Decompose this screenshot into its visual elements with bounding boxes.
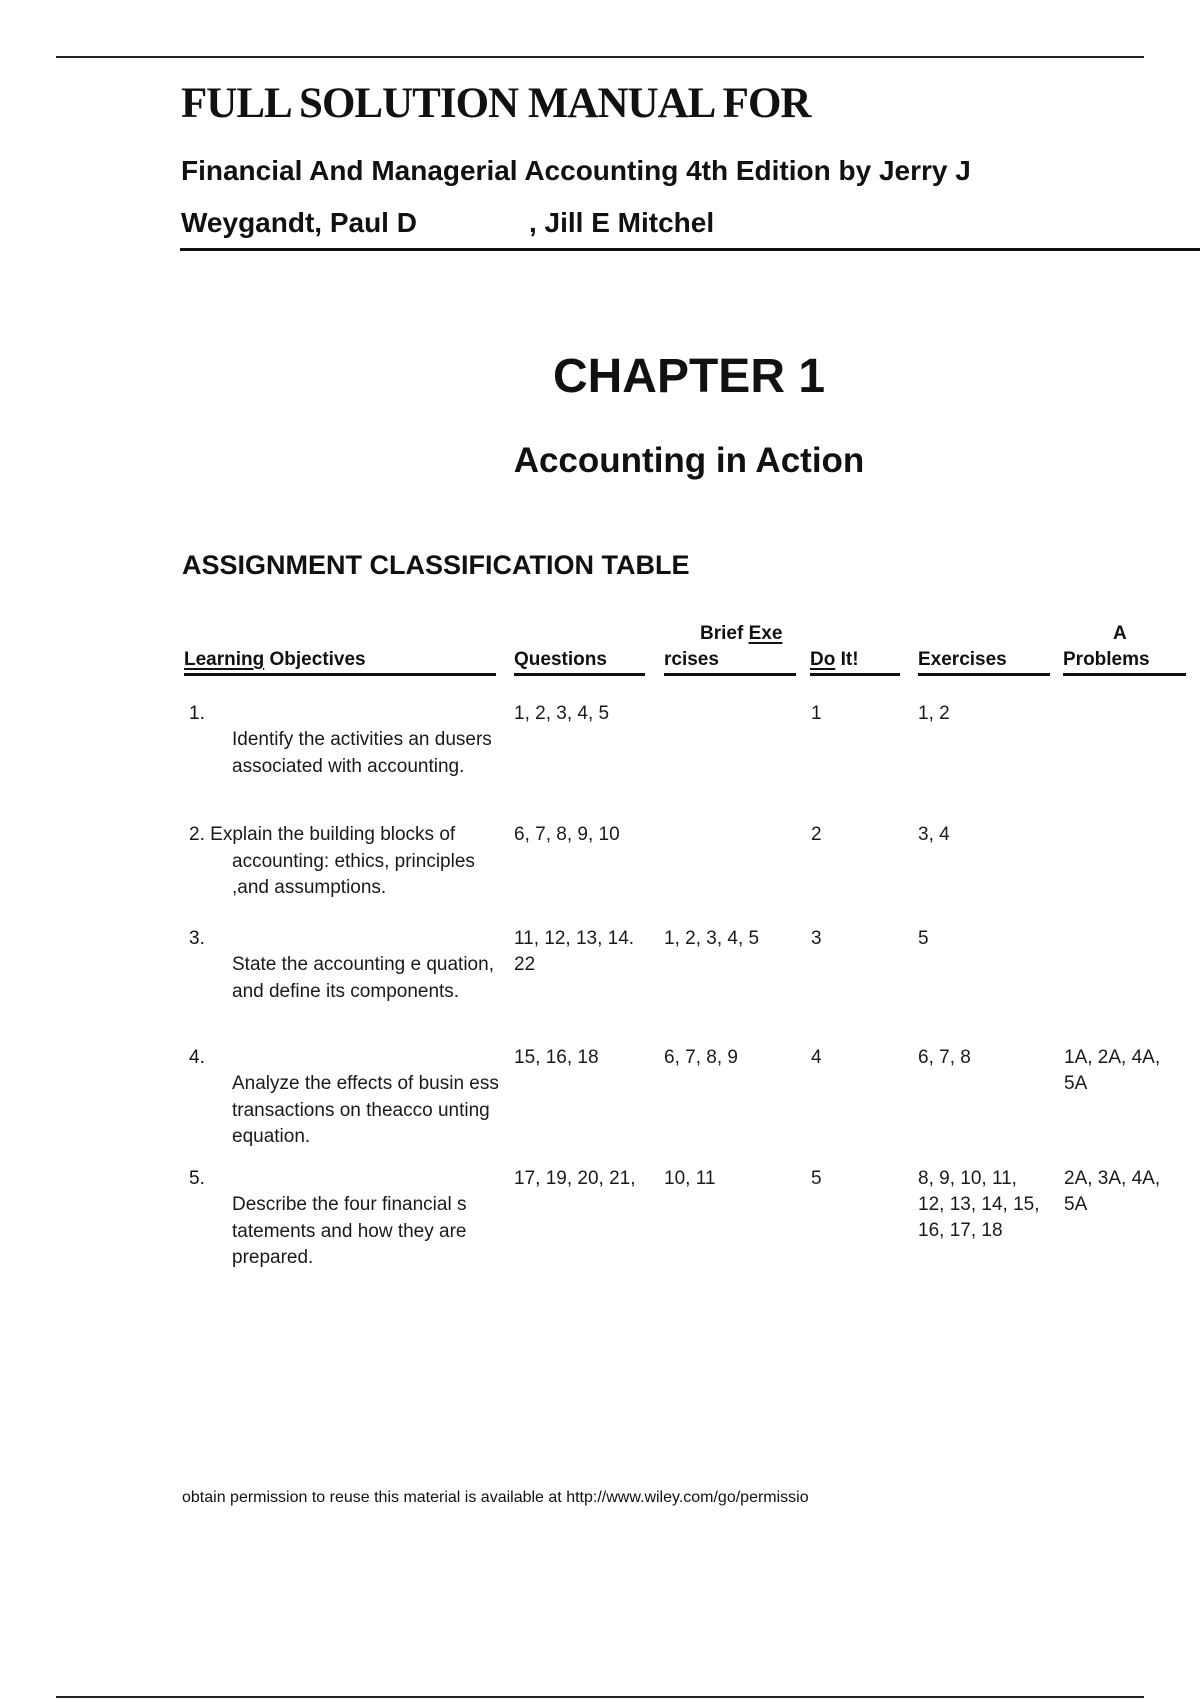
row-5-objective: Describe the four financial s tatements and how they are prepared. bbox=[232, 1194, 467, 1268]
row-1-objective: Identify the activities an dusers associated with accounting. bbox=[232, 729, 492, 777]
row-5-number: 5. bbox=[189, 1168, 205, 1189]
row-5-questions: 17, 19, 20, 21, bbox=[514, 1168, 636, 1189]
column-header-problems-top: A bbox=[1113, 623, 1127, 644]
document-title: FULL SOLUTION MANUAL FOR bbox=[181, 80, 811, 127]
column-header-questions: Questions bbox=[514, 648, 645, 676]
column-header-doit bbox=[810, 648, 900, 676]
row-1-number: 1. bbox=[189, 703, 205, 724]
author-part-1: Weygandt, Paul D bbox=[181, 207, 417, 238]
column-header-doit-b: It! bbox=[840, 649, 859, 670]
book-title-line-2 bbox=[181, 206, 714, 240]
row-1-doit: 1 bbox=[811, 703, 822, 724]
row-2-questions: 6, 7, 8, 9, 10 bbox=[514, 824, 620, 845]
column-header-brief-top-b: Exe bbox=[748, 623, 783, 644]
chapter-subtitle: Accounting in Action bbox=[513, 441, 865, 480]
row-4-problems-line-2: 5A bbox=[1064, 1073, 1088, 1094]
table-heading: ASSIGNMENT CLASSIFICATION TABLE bbox=[182, 550, 690, 580]
row-3-number: 3. bbox=[189, 928, 205, 949]
row-5-brief: 10, 11 bbox=[664, 1168, 716, 1189]
row-2-objective-first: Explain the building blocks of bbox=[210, 824, 456, 845]
column-header-brief-top bbox=[700, 622, 782, 646]
row-5-problems-line-1: 2A, 3A, 4A, bbox=[1064, 1168, 1161, 1189]
row-5-problems-line-2: 5A bbox=[1064, 1194, 1088, 1215]
row-3-doit: 3 bbox=[811, 928, 822, 949]
row-2-number: 2. bbox=[189, 824, 205, 845]
row-5-exercises-line-3: 16, 17, 18 bbox=[918, 1220, 1003, 1241]
book-title-line-1: Financial And Managerial Accounting 4th Edition by Jerry J bbox=[181, 155, 971, 186]
row-4-problems-line-1: 1A, 2A, 4A, bbox=[1064, 1047, 1161, 1068]
row-5-exercises-line-2: 12, 13, 14, 15, bbox=[918, 1194, 1040, 1215]
row-1-questions: 1, 2, 3, 4, 5 bbox=[514, 703, 610, 724]
column-header-brief: rcises bbox=[664, 648, 796, 676]
row-4-number: 4. bbox=[189, 1047, 205, 1068]
permission-note: obtain permission to reuse this material is available at http://www.wiley.com/go/permissio bbox=[182, 1489, 809, 1506]
row-4-brief: 6, 7, 8, 9 bbox=[664, 1047, 738, 1068]
header-rule bbox=[180, 248, 1200, 251]
bottom-rule bbox=[56, 1696, 1144, 1698]
column-header-doit-a: Do bbox=[810, 649, 836, 670]
row-3-questions-line-1: 11, 12, 13, 14. bbox=[514, 928, 635, 949]
column-header-objectives-a: Learning bbox=[184, 649, 265, 670]
top-rule bbox=[56, 56, 1144, 58]
column-header-objectives bbox=[184, 648, 496, 676]
row-2-objective-rest: accounting: ethics, principles ,and assumptions. bbox=[232, 850, 475, 898]
row-1-exercises: 1, 2 bbox=[918, 703, 950, 724]
row-2-doit: 2 bbox=[811, 824, 822, 845]
row-4-objective: Analyze the effects of busin ess transactions on theacco unting equation. bbox=[232, 1073, 499, 1147]
author-part-2: , Jill E Mitchel bbox=[528, 207, 715, 238]
row-3-exercises: 5 bbox=[918, 928, 929, 949]
column-header-brief-top-a: Brief bbox=[700, 623, 744, 644]
row-2-exercises: 3, 4 bbox=[918, 824, 950, 845]
row-4-exercises: 6, 7, 8 bbox=[918, 1047, 971, 1068]
row-3-brief: 1, 2, 3, 4, 5 bbox=[664, 928, 760, 949]
row-3-questions-line-2: 22 bbox=[514, 954, 536, 975]
row-3-objective: State the accounting e quation, and define its components. bbox=[232, 954, 494, 1002]
chapter-title: CHAPTER 1 bbox=[552, 350, 826, 403]
column-header-exercises: Exercises bbox=[918, 648, 1050, 676]
column-header-objectives-b: Objectives bbox=[269, 649, 366, 670]
row-4-questions: 15, 16, 18 bbox=[514, 1047, 599, 1068]
row-4-doit: 4 bbox=[811, 1047, 822, 1068]
column-header-problems: Problems bbox=[1063, 648, 1186, 676]
row-5-doit: 5 bbox=[811, 1168, 822, 1189]
row-5-exercises-line-1: 8, 9, 10, 11, bbox=[918, 1168, 1017, 1189]
row-2-objective bbox=[189, 822, 504, 902]
